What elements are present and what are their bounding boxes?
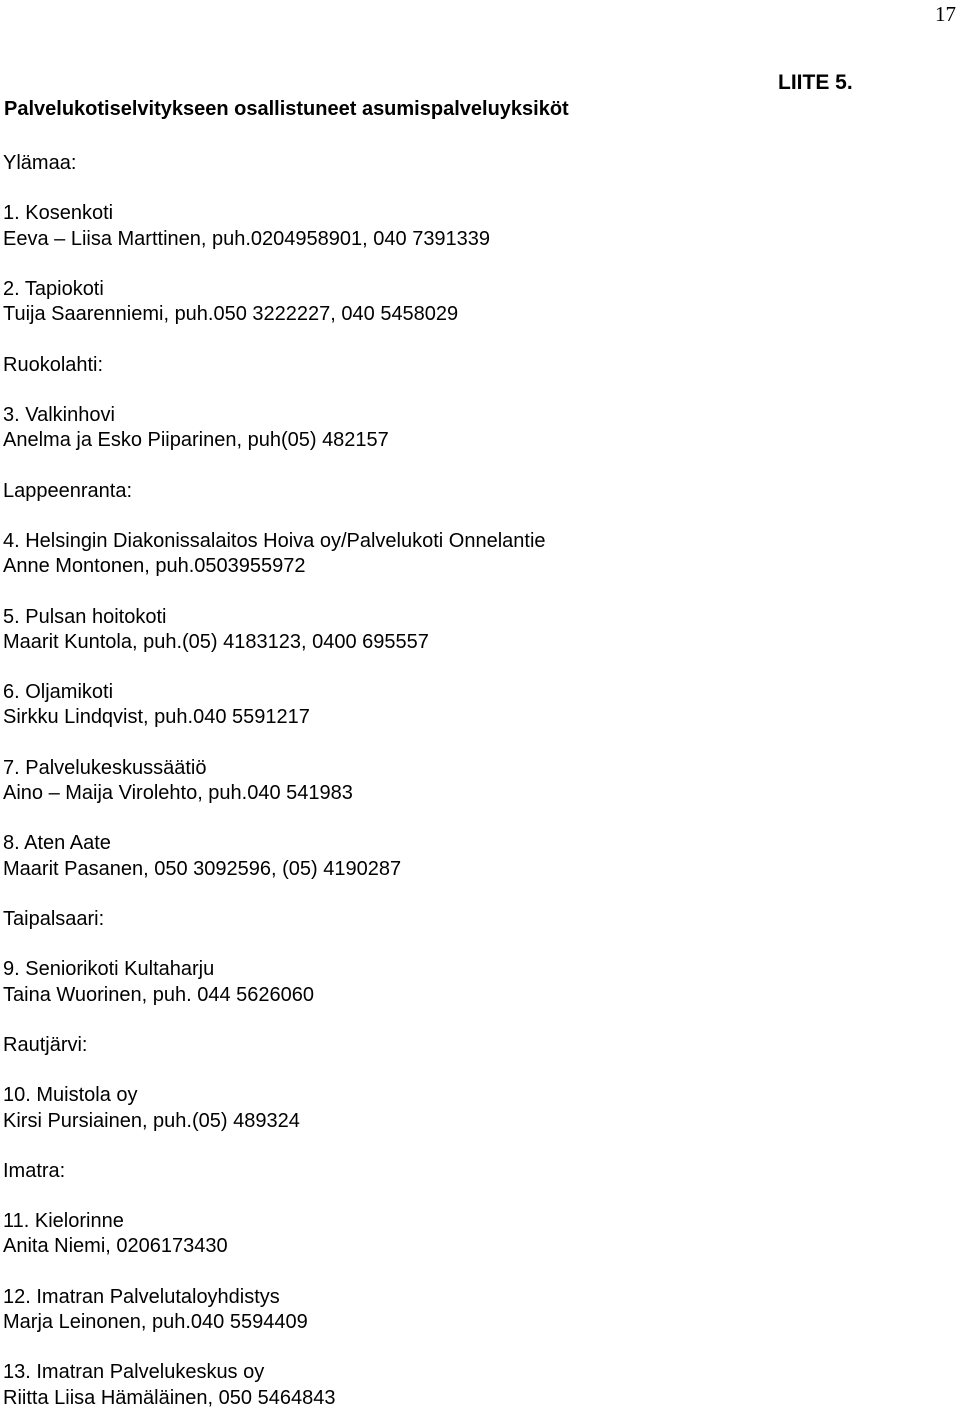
- list-item: [3, 1083, 943, 1133]
- document-body: [3, 151, 943, 1411]
- unit-contact: Anita Niemi, 0206173430: [3, 1235, 228, 1258]
- unit-name: 10. Muistola oy: [3, 1084, 138, 1107]
- unit-contact: Eeva – Liisa Marttinen, puh.0204958901, 040 7391339: [3, 227, 491, 250]
- unit-name: 5. Pulsan hoitokoti: [3, 605, 167, 628]
- region-heading: Lappeenranta:: [3, 479, 133, 502]
- list-item: [3, 957, 943, 1007]
- page-number: 17: [935, 2, 956, 26]
- unit-contact: Aino – Maija Virolehto, puh.040 541983: [3, 781, 353, 804]
- list-item: [3, 680, 943, 730]
- unit-contact: Taina Wuorinen, puh. 044 5626060: [3, 983, 314, 1006]
- region-heading: Ruokolahti:: [3, 353, 104, 376]
- list-item: [3, 1360, 943, 1410]
- list-item: [3, 605, 943, 655]
- list-item: [3, 201, 943, 251]
- unit-name: 3. Valkinhovi: [3, 403, 115, 426]
- unit-name: 4. Helsingin Diakonissalaitos Hoiva oy/Palvelukoti Onnelantie: [3, 529, 546, 552]
- list-item: [3, 1209, 943, 1259]
- unit-contact: Maarit Pasanen, 050 3092596, (05) 4190287: [3, 857, 402, 880]
- unit-contact: Kirsi Pursiainen, puh.(05) 489324: [3, 1109, 300, 1132]
- unit-name: 8. Aten Aate: [3, 832, 111, 855]
- unit-contact: Anne Montonen, puh.0503955972: [3, 555, 306, 578]
- list-item: [3, 403, 943, 453]
- unit-name: 1. Kosenkoti: [3, 202, 114, 225]
- list-item: [3, 756, 943, 806]
- unit-name: 13. Imatran Palvelukeskus oy: [3, 1361, 265, 1384]
- unit-contact: Tuija Saarenniemi, puh.050 3222227, 040 5458029: [3, 303, 459, 326]
- list-item: [3, 1285, 943, 1335]
- appendix-label: LIITE 5.: [778, 71, 853, 94]
- unit-contact: Sirkku Lindqvist, puh.040 5591217: [3, 706, 310, 729]
- unit-contact: Maarit Kuntola, puh.(05) 4183123, 0400 695557: [3, 630, 429, 653]
- region-heading: Rautjärvi:: [3, 1033, 88, 1056]
- region-heading: Imatra:: [3, 1159, 66, 1182]
- region-heading: Ylämaa:: [3, 152, 77, 174]
- unit-name: 9. Seniorikoti Kultaharju: [3, 958, 215, 981]
- unit-contact: Marja Leinonen, puh.040 5594409: [3, 1311, 308, 1334]
- unit-name: 2. Tapiokoti: [3, 277, 104, 300]
- unit-name: 6. Oljamikoti: [3, 681, 114, 704]
- page-title: Palvelukotiselvitykseen osallistuneet asumispalveluyksiköt: [4, 98, 569, 120]
- unit-name: 11. Kielorinne: [3, 1210, 124, 1233]
- unit-contact: Anelma ja Esko Piiparinen, puh(05) 482157: [3, 429, 389, 452]
- unit-contact: Riitta Liisa Hämäläinen, 050 5464843: [3, 1386, 336, 1409]
- unit-name: 7. Palvelukeskussäätiö: [3, 756, 207, 779]
- list-item: [3, 529, 943, 579]
- unit-name: 12. Imatran Palvelutaloyhdistys: [3, 1285, 280, 1308]
- region-heading: Taipalsaari:: [3, 907, 105, 930]
- list-item: [3, 277, 943, 327]
- list-item: [3, 831, 943, 881]
